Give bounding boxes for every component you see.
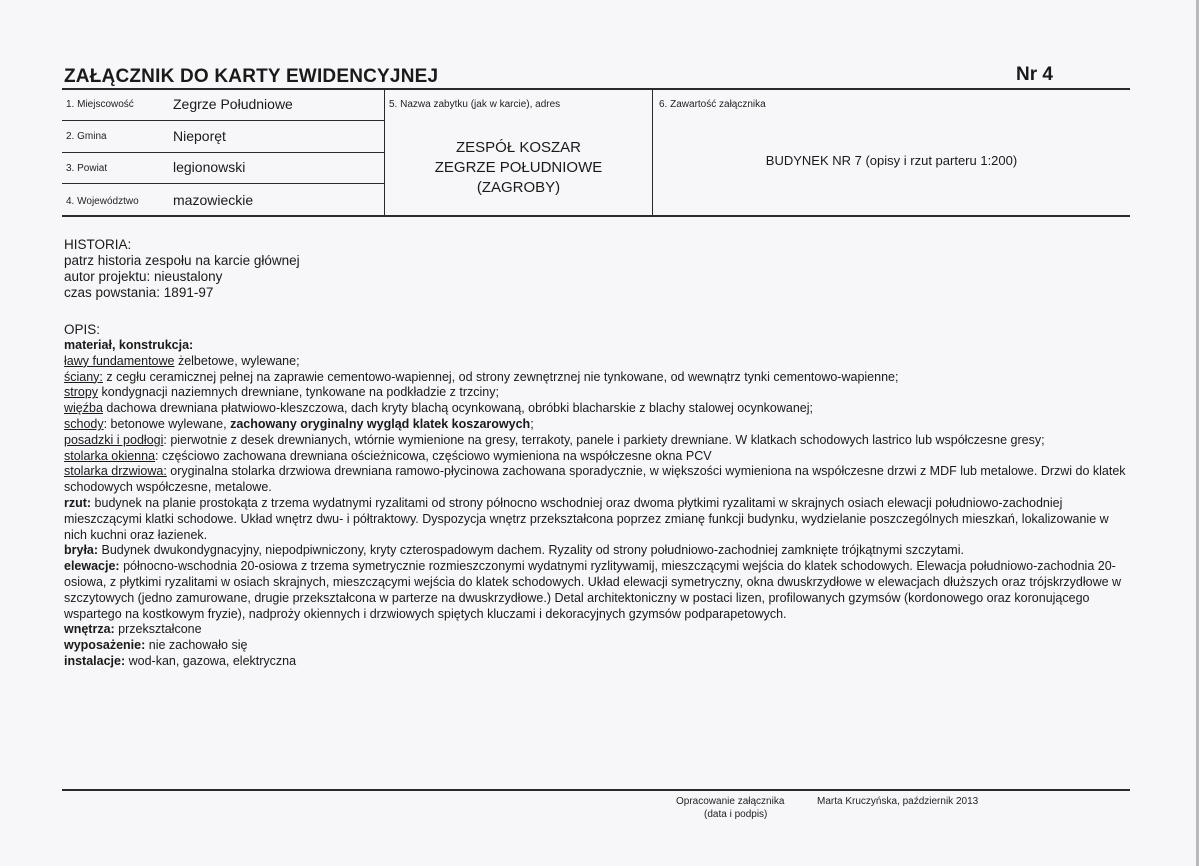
elewacje-text: północno-wschodnia 20-osiowa z trzema symetrycznie rozmieszczonymi wydatnymi ryzlitywamij, mieszczącymi wejścia do klatek schodowych. Elewacja południowo-zachodnia 20-osiowa, z płytkimi ryzalitami w osiach skrajnych, mieszczącymi wejścia do klatek schodowych. Układ elewacji symetryczny, okna dwuskrzydłowe w elewacjach dłuższych oraz trójskrzydłowe w szczytowych (jedno zamurowane, drugie przekształcona w parterze na dwuskrzydłowe.) Detal architektoniczny w postaci lizen, profilowanych gzymsów (kordonowego oraz koronującego wspartego na kostkowym fryzie), nadproży okiennych i drzwiowych spiętych kluczami i dekoracyjnych gzymsów podparapetowych. xyxy=(64,559,1122,621)
instalacje-term: instalacje: xyxy=(64,653,126,668)
table-top-rule xyxy=(62,88,1130,90)
sciany-text: z cegłu ceramicznej pełnej na zaprawie cementowo-wapiennej, od strony zewnętrznej nie tynkowane, od wewnątrz tynki cementowo-wapienne; xyxy=(102,369,899,384)
row-divider-3 xyxy=(62,183,384,184)
wiezba-line xyxy=(64,401,1134,417)
nazwa-line-3: (ZAGROBY) xyxy=(476,179,561,196)
historia-line-3: czas powstania: 1891-97 xyxy=(64,285,214,300)
instalacje-text: wod-kan, gazowa, elektryczna xyxy=(125,653,297,668)
stropy-line xyxy=(64,385,1134,401)
lawy-term: ławy fundamentowe xyxy=(64,353,175,368)
opis-section xyxy=(64,338,1134,670)
wyposazenie-line xyxy=(64,638,1134,654)
opis-heading: OPIS: xyxy=(64,322,101,337)
instalacje-line xyxy=(64,654,1134,670)
rzut-text: budynek na planie prostokąta z trzema wydatnymi ryzalitami od strony północno wschodniej oraz dwoma płytkimi ryzalitami w skrajnych osiach elewacji południowo-zachodniej mieszczącymi klatki schodowe. Układ wnętrz dwu- i półtraktowy. Dyspozycja wnętrz przekształcona poprzez zmianę funkcji budynku, wydzielanie poszczególnych mieszkań, lokalizowanie w nich kuchni oraz łazienek. xyxy=(64,495,1109,542)
zawartosc-label: 6. Zawartość załącznika xyxy=(659,99,766,110)
prepared-label: Opracowanie załącznika xyxy=(676,796,785,807)
wyposazenie-text: nie zachowało się xyxy=(145,638,248,653)
schody-end: ; xyxy=(530,416,534,431)
rzut-term: rzut: xyxy=(64,495,92,510)
nazwa-label: 5. Nazwa zabytku (jak w karcie), adres xyxy=(389,99,561,110)
nazwa-line-1: ZESPÓŁ KOSZAR xyxy=(455,139,582,156)
nazwa-value xyxy=(385,138,652,198)
powiat-value: legionowski xyxy=(173,159,246,175)
elewacje-line xyxy=(64,559,1134,622)
historia-section xyxy=(64,237,1134,301)
okienna-line xyxy=(64,449,1134,465)
row-divider-1 xyxy=(62,120,384,121)
sciany-line xyxy=(64,370,1134,386)
historia-line-1: patrz historia zespołu na karcie głównej xyxy=(64,253,300,268)
elewacje-term: elewacje: xyxy=(64,559,120,574)
posadzki-term: posadzki i podłogi xyxy=(64,432,164,447)
posadzki-text: : pierwotnie z desek drewnianych, wtórnie wymienione na gresy, terrakoty, panele i parkiety drewniane. W klatkach schodowych lastrico lub współczesne gresy; xyxy=(163,432,1045,447)
historia-line-2: autor projektu: nieustalony xyxy=(64,269,223,284)
bryla-text: Budynek dwukondygnacyjny, niepodpiwniczony, kryty czterospadowym dachem. Ryzality od strony południowo-zachodniej zamknięte trójkątnymi szczytami. xyxy=(98,543,964,558)
table-bottom-rule xyxy=(62,215,1130,217)
schody-text: : betonowe wylewane, xyxy=(103,416,231,431)
wiezba-text: dachowa drewniana płatwiowo-kleszczowa, dach kryty blachą ocynkowaną, obróbki blacharskie z blachy stalowej ocynkowanej; xyxy=(102,401,814,416)
posadzki-line xyxy=(64,433,1134,449)
historia-heading: HISTORIA: xyxy=(64,237,132,252)
stropy-term: stropy xyxy=(64,385,99,400)
author-signature: Marta Kruczyńska, październik 2013 xyxy=(817,796,979,807)
schody-bold: zachowany oryginalny wygląd klatek koszarowych xyxy=(230,416,531,431)
wnetrza-line xyxy=(64,622,1134,638)
drzwiowa-line xyxy=(64,464,1134,496)
wyposazenie-term: wyposażenie: xyxy=(64,638,146,653)
drzwiowa-text: oryginalna stolarka drzwiowa drewniana ramowo-płycinowa zachowana sporadycznie, w większości wymieniona na współczesne drzwi z MDF lub metalowe. Drzwi do klatek schodowych współczesne, metalowe. xyxy=(64,464,1126,495)
gmina-label: 2. Gmina xyxy=(66,131,107,142)
document-title: ZAŁĄCZNIK DO KARTY EWIDENCYJNEJ xyxy=(64,66,439,87)
material-heading xyxy=(64,338,1134,354)
stropy-text: kondygnacji naziemnych drewniane, tynkowane na podkładzie z trzciny; xyxy=(98,385,499,400)
document-number: Nr 4 xyxy=(1016,64,1053,85)
powiat-label: 3. Powiat xyxy=(66,163,108,174)
wnetrza-term: wnętrza: xyxy=(64,622,115,637)
okienna-term: stolarka okienna xyxy=(64,448,156,463)
lawy-text: żelbetowe, wylewane; xyxy=(174,353,300,368)
schody-line xyxy=(64,417,1134,433)
okienna-text: : częściowo zachowana drewniana ościeżnicowa, częściowo wymieniona na współczesne okna PCV xyxy=(155,448,712,463)
wnetrza-text: przekształcone xyxy=(114,622,202,637)
footer-rule xyxy=(62,789,1130,791)
gmina-value: Nieporęt xyxy=(173,128,226,144)
zawartosc-value: BUDYNEK NR 7 (opisy i rzut parteru 1:200) xyxy=(765,153,1018,168)
bryla-line xyxy=(64,543,1134,559)
prepared-sublabel: (data i podpis) xyxy=(704,809,768,820)
sciany-term: ściany: xyxy=(64,369,103,384)
rzut-line xyxy=(64,496,1134,543)
bryla-term: bryła: xyxy=(64,543,99,558)
miejscowosc-value: Zegrze Południowe xyxy=(173,96,293,112)
wiezba-term: więźba xyxy=(64,401,103,416)
schody-term: schody xyxy=(64,416,104,431)
lawy-line xyxy=(64,354,1134,370)
material-heading-text: materiał, konstrukcja: xyxy=(64,338,194,352)
nazwa-line-2: ZEGRZE POŁUDNIOWE xyxy=(434,159,603,176)
miejscowosc-label: 1. Miejscowość xyxy=(66,99,134,110)
drzwiowa-term: stolarka drzwiowa: xyxy=(64,464,167,479)
row-divider-2 xyxy=(62,152,384,153)
wojewodztwo-label: 4. Województwo xyxy=(66,196,139,207)
wojewodztwo-value: mazowieckie xyxy=(173,192,254,208)
